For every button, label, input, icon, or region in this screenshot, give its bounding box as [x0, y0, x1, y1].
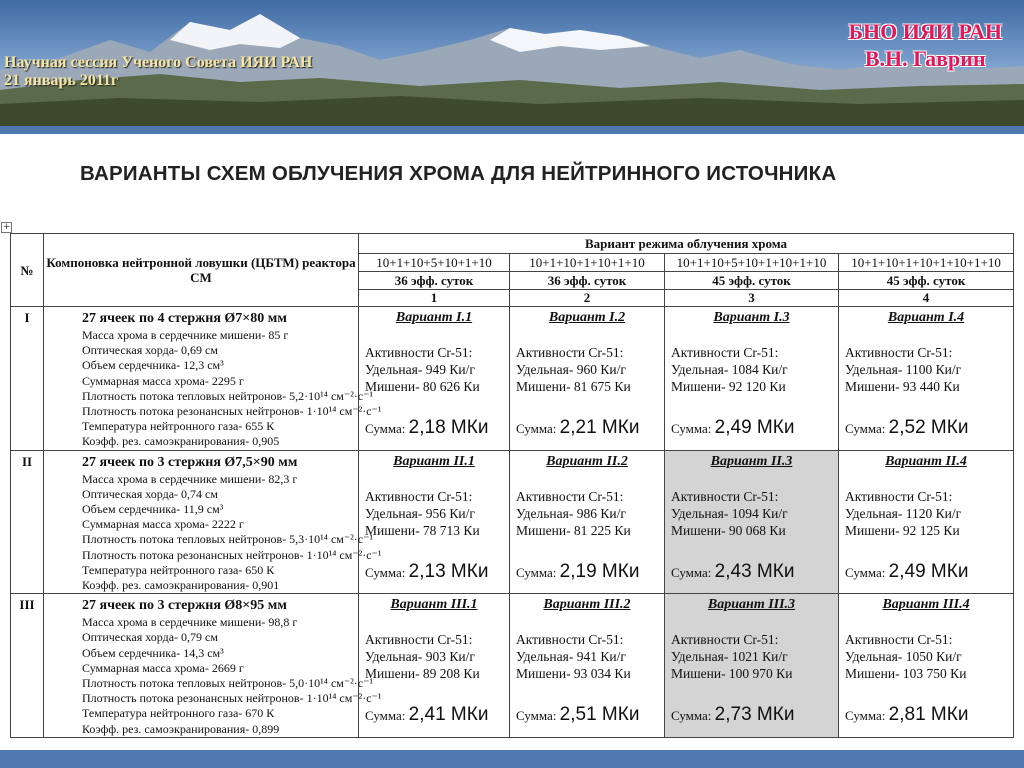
irradiation-variants-table: [10, 233, 1014, 738]
target-activity: Мишени- 93 034 Ки: [516, 666, 631, 682]
activity-label: Активности Cr-51:: [845, 632, 953, 648]
specific-activity: Удельная- 1084 Ки/г: [671, 362, 788, 377]
variant-title: Вариант I.4: [887, 310, 965, 325]
activity-label: Активности Cr-51:: [516, 345, 624, 360]
sum-label: Сумма:: [365, 421, 406, 436]
variant-number-cell: 1: [359, 290, 510, 307]
row-number: I: [11, 307, 44, 451]
variant-title: Вариант I.2: [548, 310, 626, 325]
total-activity: [365, 415, 509, 442]
schedule-cell: 10+1+10+5+10+1+10: [359, 254, 510, 272]
variant-cell-highlighted: [665, 594, 839, 738]
variant-cell: [839, 594, 1014, 738]
specific-activity: Удельная- 1050 Ки/г: [845, 649, 962, 665]
target-activity: Мишени- 81 225 Ки: [516, 522, 631, 538]
param-line: Суммарная масса хрома- 2222 г: [82, 517, 244, 532]
target-activity: Мишени- 92 120 Ки: [671, 379, 786, 394]
activity-label: Активности Cr-51:: [365, 632, 473, 648]
sum-value: 2,21 МКи: [559, 417, 640, 438]
variant-title: Вариант II.2: [546, 453, 628, 469]
header-stripe: [0, 126, 1024, 134]
activity-label: Активности Cr-51:: [365, 345, 473, 360]
sum-label: Сумма:: [671, 564, 712, 580]
variant-cell: [359, 307, 510, 451]
variant-cell: [510, 450, 665, 594]
param-line: Оптическая хорда- 0,79 см: [82, 630, 218, 645]
target-activity: Мишени- 100 970 Ки: [671, 666, 793, 682]
sum-value: 2,41 МКи: [408, 704, 489, 726]
variant-title: Вариант III.2: [543, 597, 631, 613]
variant-cell: [839, 307, 1014, 451]
sum-value: 2,49 МКи: [888, 560, 969, 582]
schedule-cell: 10+1+10+1+10+1+10: [510, 254, 665, 272]
target-activity: Мишени- 81 675 Ки: [516, 379, 631, 394]
variant-title: Вариант II.1: [393, 453, 475, 469]
param-line: Плотность потока резонансных нейтронов- 1·10¹⁴ см⁻²·с⁻¹: [82, 404, 382, 419]
target-activity: Мишени- 90 068 Ки: [671, 522, 786, 538]
param-line: Плотность потока резонансных нейтронов- 1·10¹⁴ см⁻²·с⁻¹: [82, 547, 382, 562]
target-activity: Мишени- 93 440 Ки: [845, 379, 960, 394]
author-name: В.Н. Гаврин: [864, 46, 986, 71]
header-banner: [0, 0, 1024, 128]
sum-value: 2,19 МКи: [559, 560, 640, 582]
activity-label: Активности Cr-51:: [845, 488, 953, 504]
table-move-handle-icon[interactable]: +: [2, 222, 11, 232]
schedule-cell: 10+1+10+1+10+1+10+1+10: [839, 254, 1014, 272]
variant-title: Вариант III.4: [882, 597, 970, 613]
variant-cell: [510, 307, 665, 451]
page-title: ВАРИАНТЫ СХЕМ ОБЛУЧЕНИЯ ХРОМА ДЛЯ НЕЙТРИННОГО ИСТОЧНИКА: [80, 162, 837, 185]
table-row: [11, 450, 1014, 594]
target-activity: Мишени- 80 626 Ки: [365, 379, 480, 394]
layout-params: [44, 307, 382, 451]
variant-title: Вариант II.3: [710, 453, 793, 469]
layout-title: 27 ячеек по 4 стержня Ø7×80 мм: [82, 311, 287, 326]
param-line: Объем сердечника- 11,9 см³: [82, 502, 224, 517]
total-activity: [845, 559, 1013, 586]
column-header-number: №: [11, 234, 44, 307]
variant-number-cell: 2: [510, 290, 665, 307]
activity-label: Активности Cr-51:: [671, 632, 779, 648]
organization-name: БНО ИЯИ РАН: [848, 19, 1002, 44]
param-line: Температура нейтронного газа- 670 К: [82, 706, 275, 721]
variant-number-cell: 4: [839, 290, 1014, 307]
total-activity: [516, 559, 664, 586]
variant-number-cell: 3: [665, 290, 839, 307]
days-cell: 45 эфф. суток: [665, 272, 839, 290]
layout-params: [44, 450, 382, 594]
variant-cell: [359, 450, 510, 594]
variant-cell: [359, 594, 510, 738]
total-activity: [516, 702, 664, 729]
param-line: Объем сердечника- 14,3 см³: [82, 645, 224, 660]
table-row: [11, 594, 1014, 738]
variant-cell: [839, 450, 1014, 594]
row-number: II: [11, 450, 44, 594]
param-line: Температура нейтронного газа- 650 К: [82, 562, 275, 577]
sum-value: 2,52 МКи: [888, 417, 969, 438]
total-activity: [365, 559, 509, 586]
param-line: Температура нейтронного газа- 655 К: [82, 419, 275, 434]
target-activity: Мишени- 103 750 Ки: [845, 666, 967, 682]
sum-label: Сумма:: [845, 421, 886, 436]
total-activity: [845, 702, 1013, 729]
layout-title: 27 ячеек по 3 стержня Ø7,5×90 мм: [82, 454, 298, 470]
footer-bar: [0, 750, 1024, 768]
total-activity: [671, 559, 838, 586]
target-activity: Мишени- 92 125 Ки: [845, 522, 960, 538]
sum-value: 2,13 МКи: [408, 560, 489, 582]
target-activity: Мишени- 89 208 Ки: [365, 666, 480, 682]
column-header-variant: Вариант режима облучения хрома: [359, 234, 1014, 254]
sum-label: Сумма:: [845, 708, 886, 724]
organization-block: [848, 18, 1002, 72]
sum-label: Сумма:: [365, 708, 406, 724]
param-line: Суммарная масса хрома- 2295 г: [82, 373, 244, 388]
sum-label: Сумма:: [516, 564, 557, 580]
column-header-layout: Компоновка нейтронной ловушки (ЦБТМ) реактора СМ: [44, 234, 359, 307]
param-line: Коэфф. рез. самоэкранирования- 0,899: [82, 721, 280, 736]
param-line: Плотность потока тепловых нейтронов- 5,3·10¹⁴ см⁻²·с⁻¹: [82, 532, 374, 547]
param-line: Объем сердечника- 12,3 см³: [82, 358, 224, 373]
sum-label: Сумма:: [516, 708, 557, 724]
specific-activity: Удельная- 956 Ки/г: [365, 505, 475, 521]
specific-activity: Удельная- 1021 Ки/г: [671, 649, 788, 665]
total-activity: [671, 415, 838, 442]
row-number: III: [11, 594, 44, 738]
sum-label: Сумма:: [671, 421, 712, 436]
param-line: Коэфф. рез. самоэкранирования- 0,905: [82, 434, 280, 449]
specific-activity: Удельная- 1100 Ки/г: [845, 362, 962, 377]
layout-params: [44, 594, 382, 738]
sum-value: 2,49 МКи: [714, 417, 795, 438]
specific-activity: Удельная- 949 Ки/г: [365, 362, 475, 377]
specific-activity: Удельная- 986 Ки/г: [516, 505, 626, 521]
sum-value: 2,81 МКи: [888, 704, 969, 726]
specific-activity: Удельная- 960 Ки/г: [516, 362, 626, 377]
param-line: Коэфф. рез. самоэкранирования- 0,901: [82, 578, 280, 593]
activity-label: Активности Cr-51:: [671, 345, 779, 360]
sum-value: 2,73 МКи: [714, 704, 795, 726]
total-activity: [516, 415, 664, 442]
param-line: Масса хрома в сердечнике мишени- 85 г: [82, 328, 289, 342]
param-line: Плотность потока тепловых нейтронов- 5,2·10¹⁴ см⁻²·с⁻¹: [82, 388, 374, 403]
session-title: Научная сессия Ученого Совета ИЯИ РАН: [4, 54, 313, 71]
days-cell: 36 эфф. суток: [510, 272, 665, 290]
sum-label: Сумма:: [516, 421, 557, 436]
total-activity: [845, 415, 1013, 442]
schedule-cell: 10+1+10+5+10+1+10+1+10: [665, 254, 839, 272]
activity-label: Активности Cr-51:: [845, 345, 953, 360]
days-cell: 45 эфф. суток: [839, 272, 1014, 290]
param-line: Масса хрома в сердечнике мишени- 98,8 г: [82, 615, 298, 630]
activity-label: Активности Cr-51:: [516, 632, 624, 648]
activity-label: Активности Cr-51:: [671, 488, 779, 504]
total-activity: [365, 702, 509, 729]
days-cell: 36 эфф. суток: [359, 272, 510, 290]
param-line: Плотность потока тепловых нейтронов- 5,0·10¹⁴ см⁻²·с⁻¹: [82, 676, 374, 691]
variant-title: Вариант II.4: [885, 453, 967, 469]
variant-title: Вариант I.1: [395, 310, 473, 325]
activity-label: Активности Cr-51:: [516, 488, 624, 504]
sum-label: Сумма:: [671, 708, 712, 724]
param-line: Масса хрома в сердечнике мишени- 82,3 г: [82, 471, 298, 486]
specific-activity: Удельная- 1120 Ки/г: [845, 505, 962, 521]
table-row: [11, 307, 1014, 451]
variant-cell-highlighted: [665, 450, 839, 594]
sum-value: 2,43 МКи: [714, 560, 795, 582]
session-date: 21 январь 2011г: [4, 72, 119, 89]
variant-title: Вариант III.1: [390, 597, 478, 613]
variant-title: Вариант III.3: [707, 597, 796, 613]
variant-cell: [510, 594, 665, 738]
param-line: Оптическая хорда- 0,69 см: [82, 343, 218, 358]
specific-activity: Удельная- 903 Ки/г: [365, 649, 475, 665]
variant-title: Вариант I.3: [713, 310, 790, 325]
activity-label: Активности Cr-51:: [365, 488, 473, 504]
target-activity: Мишени- 78 713 Ки: [365, 522, 480, 538]
variant-cell: [665, 307, 839, 451]
total-activity: [671, 702, 838, 729]
specific-activity: Удельная- 1094 Ки/г: [671, 505, 788, 521]
sum-label: Сумма:: [365, 564, 406, 580]
param-line: Плотность потока резонансных нейтронов- 1·10¹⁴ см⁻²·с⁻¹: [82, 691, 382, 706]
param-line: Суммарная масса хрома- 2669 г: [82, 660, 244, 675]
sum-label: Сумма:: [845, 564, 886, 580]
sum-value: 2,51 МКи: [559, 704, 640, 726]
layout-title: 27 ячеек по 3 стержня Ø8×95 мм: [82, 598, 287, 614]
specific-activity: Удельная- 941 Ки/г: [516, 649, 626, 665]
sum-value: 2,18 МКи: [408, 417, 489, 438]
param-line: Оптическая хорда- 0,74 см: [82, 486, 218, 501]
